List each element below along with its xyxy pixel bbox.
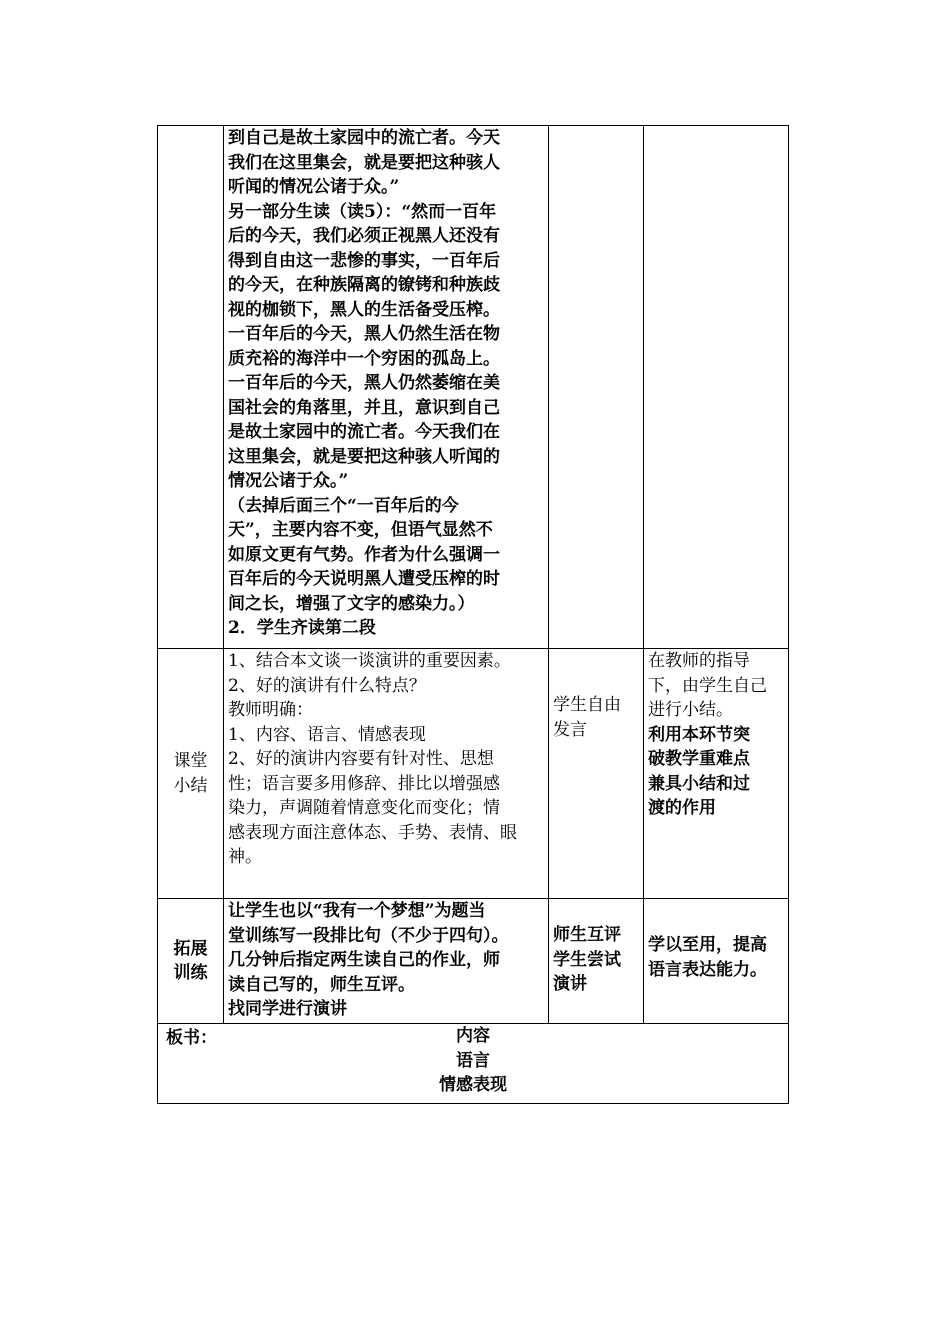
activity-text: 师生互评: [553, 925, 621, 945]
text-line: 性；语言要多用修辞、排比以增强感: [228, 773, 500, 794]
row-label: 拓展: [173, 938, 208, 959]
content-lines: [228, 649, 544, 870]
text-line: 视的枷锁下，黑人的生活备受压榨。: [228, 299, 500, 320]
text-line: 兼具小结和过: [648, 773, 750, 794]
text-line: 读自己写的，师生互评。: [228, 974, 415, 995]
content-cell: [224, 649, 549, 899]
intent-text: 学以至用，提高: [648, 935, 767, 955]
text-line: 这里集会，就是要把这种骇人听闻的: [228, 446, 500, 467]
text-line: 国社会的角落里，并且，意识到自己: [228, 397, 500, 418]
text-line: 后的今天，我们必须正视黑人还没有: [228, 226, 500, 246]
text-line: 2．学生齐读第二段: [228, 618, 376, 638]
activity-cell: [549, 126, 644, 649]
text-line: 在教师的指导: [648, 651, 750, 671]
text-line: 是故土家园中的流亡者。今天我们在: [228, 422, 500, 442]
text-line: 到自己是故土家园中的流亡者。今天: [228, 128, 500, 148]
activity-cell: [549, 899, 644, 1024]
text-line: 得到自由这一悲惨的事实，一百年后: [228, 250, 500, 271]
text-line: 破教学重难点: [648, 749, 750, 769]
table-row: [158, 126, 789, 649]
lesson-plan-table: [157, 125, 789, 1104]
text-line: 让学生也以“我有一个梦想”为题当: [228, 901, 486, 921]
intent-cell: [644, 126, 789, 649]
activity-cell: [549, 649, 644, 899]
blackboard-cell: [158, 1024, 789, 1104]
content-lines: [228, 126, 544, 641]
text-line: 找同学进行演讲: [228, 999, 347, 1019]
text-line: 渡的作用: [648, 798, 716, 818]
label-cell: [158, 649, 224, 899]
label-cell: [158, 899, 224, 1024]
text-line: 听闻的情况公诸于众。”: [228, 177, 400, 197]
table-row: [158, 649, 789, 899]
text-line: 1、结合本文谈一谈演讲的重要因素。: [228, 651, 511, 671]
content-cell: [224, 899, 549, 1024]
row-label: 小结: [173, 775, 208, 796]
activity-text: 发言: [553, 719, 587, 740]
text-line: 情况公诸于众。”: [228, 471, 349, 491]
text-line: 一百年后的今天，黑人仍然萎缩在美: [228, 373, 500, 393]
text-line: 下，由学生自己: [648, 675, 767, 696]
table-row: [158, 899, 789, 1024]
text-line: （去掉后面三个“一百年后的今: [228, 495, 459, 516]
label-cell: [158, 126, 224, 649]
text-line: 堂训练写一段排比句（不少于四句）。: [228, 925, 509, 946]
row-label: 训练: [173, 963, 208, 983]
text-line: 进行小结。: [648, 700, 733, 720]
text-line: 1、内容、语言、情感表现: [228, 724, 426, 745]
text-line: 几分钟后指定两生读自己的作业，师: [228, 950, 500, 970]
row-label: 课堂: [173, 751, 208, 771]
content-lines: [228, 899, 544, 1022]
blackboard-lines: [162, 1024, 784, 1098]
text-line: 神。: [228, 847, 262, 867]
text-line: 染力，声调随着情意变化而变化；情: [228, 798, 500, 818]
blackboard-line: 语言: [456, 1050, 490, 1071]
intent-cell: [644, 649, 789, 899]
activity-text: 演讲: [553, 974, 587, 994]
text-line: 质充裕的海洋中一个穷困的孤岛上。: [228, 348, 500, 369]
activity-text: 学生自由: [553, 695, 621, 715]
text-line: 百年后的今天说明黑人遭受压榨的时: [228, 569, 500, 589]
blackboard-line: 情感表现: [439, 1075, 507, 1095]
blackboard-line: 内容: [456, 1026, 490, 1046]
intent-lines: [648, 649, 784, 821]
intent-cell: [644, 899, 789, 1024]
text-line: 2、好的演讲有什么特点？: [228, 675, 426, 696]
text-line: 的今天，在种族隔离的镣铐和种族歧: [228, 275, 500, 295]
text-line: 我们在这里集会，就是要把这种骇人: [228, 152, 500, 173]
text-line: 感表现方面注意体态、手势、表情、眼: [228, 822, 517, 843]
text-line: 间之长，增强了文字的感染力。）: [228, 593, 475, 614]
intent-text: 语言表达能力。: [648, 959, 767, 980]
blackboard-label: 板书：: [166, 1028, 217, 1048]
content-cell: [224, 126, 549, 649]
text-line: 利用本环节突: [648, 724, 750, 745]
text-line: 天”，主要内容不变，但语气显然不: [228, 520, 493, 540]
table-row: [158, 1024, 789, 1104]
text-line: 一百年后的今天，黑人仍然生活在物: [228, 324, 500, 344]
text-line: 如原文更有气势。作者为什么强调一: [228, 544, 500, 565]
text-line: 另一部分生读（读5）：“然而一百年: [228, 201, 497, 222]
activity-text: 学生尝试: [553, 949, 621, 970]
text-line: 2、好的演讲内容要有针对性、思想: [228, 749, 494, 769]
text-line: 教师明确：: [228, 700, 313, 720]
